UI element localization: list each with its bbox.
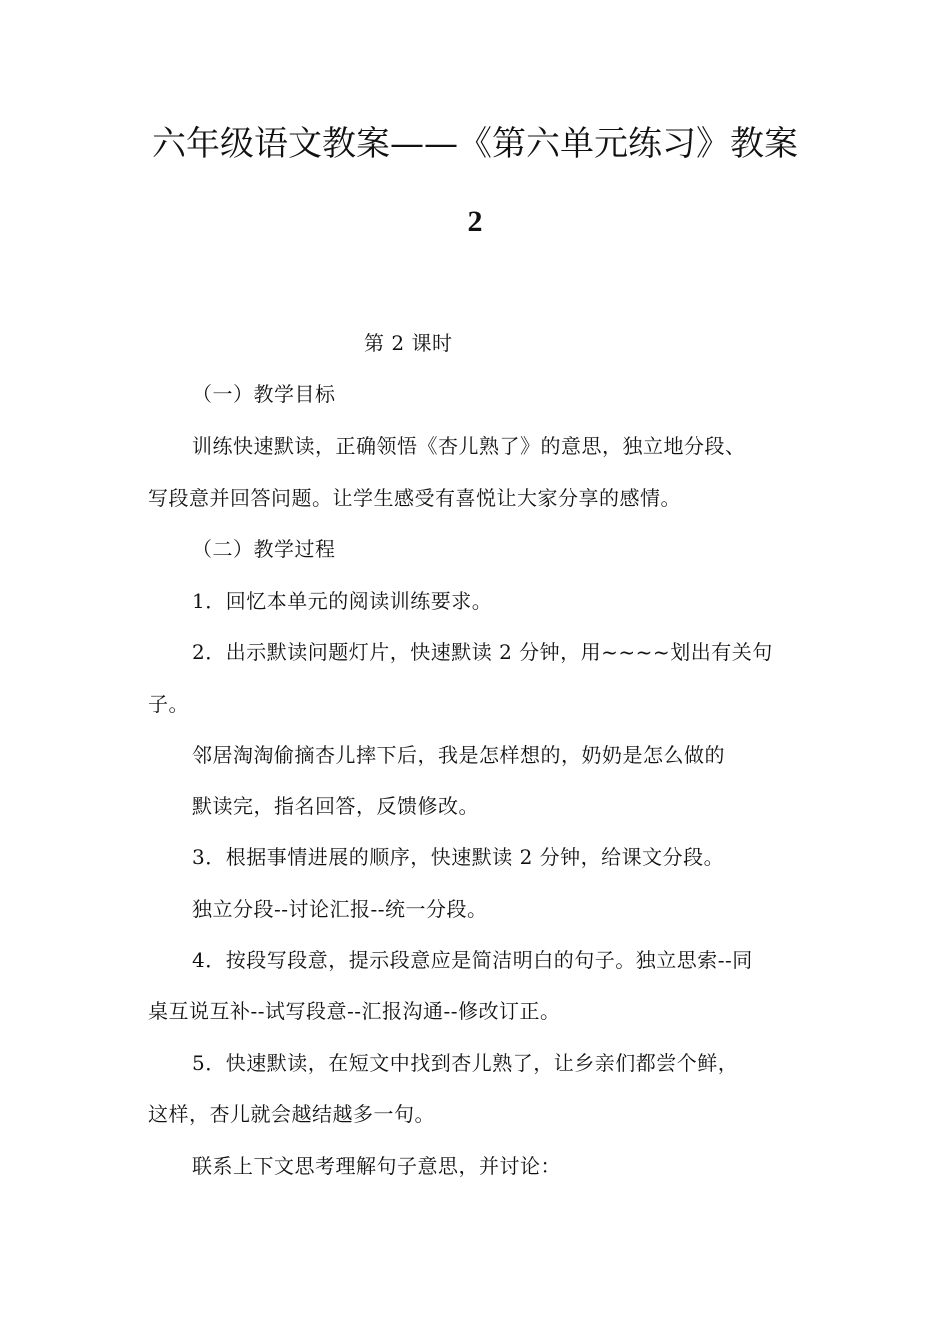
paragraph-line: 独立分段--讨论汇报--统一分段。 <box>192 897 488 921</box>
section-heading-goals: （一）教学目标 <box>192 382 336 406</box>
paragraph-line: 联系上下文思考理解句子意思，并讨论： <box>192 1154 561 1178</box>
step-item-continued: 桌互说互补--试写段意--汇报沟通--修改订正。 <box>148 999 561 1023</box>
step-item: 4．按段写段意，提示段意应是简洁明白的句子。独立思索--同 <box>192 948 753 972</box>
step-item-continued: 这样，杏儿就会越结越多一句。 <box>148 1102 435 1126</box>
paragraph-line: 写段意并回答问题。让学生感受有喜悦让大家分享的感情。 <box>148 486 681 510</box>
step-item: 1．回忆本单元的阅读训练要求。 <box>192 589 493 613</box>
paragraph-line: 默读完，指名回答，反馈修改。 <box>192 794 479 818</box>
page-title-number: 2 <box>467 205 483 238</box>
page-title: 六年级语文教案——《第六单元练习》教案 <box>152 124 798 164</box>
section-heading-process: （二）教学过程 <box>192 537 336 561</box>
paragraph-line: 邻居淘淘偷摘杏儿摔下后，我是怎样想的，奶奶是怎么做的 <box>192 743 725 767</box>
paragraph-line: 训练快速默读，正确领悟《杏儿熟了》的意思，独立地分段、 <box>192 434 746 458</box>
step-item: 2．出示默读问题灯片，快速默读 2 分钟，用~~~~划出有关句 <box>192 640 773 664</box>
step-item: 5．快速默读，在短文中找到杏儿熟了，让乡亲们都尝个鲜， <box>192 1051 739 1075</box>
lesson-heading: 第 2 课时 <box>364 331 453 355</box>
step-item: 3．根据事情进展的顺序，快速默读 2 分钟，给课文分段。 <box>192 845 725 869</box>
step-item-continued: 子。 <box>148 692 189 716</box>
